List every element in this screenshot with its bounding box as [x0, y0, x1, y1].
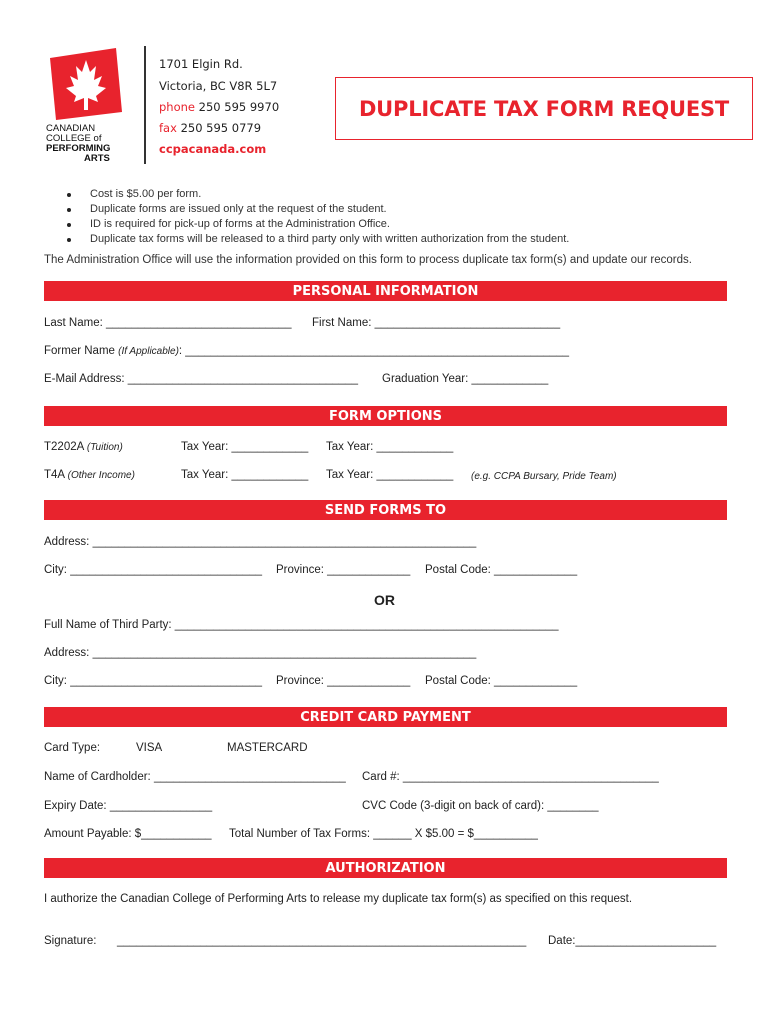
third-party-name-field[interactable]: Full Name of Third Party: ____________________________________________________________ [44, 619, 559, 631]
title-box [335, 77, 753, 140]
phone-label: phone [159, 100, 195, 114]
total-tax-forms-field[interactable]: Total Number of Tax Forms: ______ X $5.00 = $__________ [229, 828, 538, 840]
third-party-postal-code-field[interactable]: Postal Code: _____________ [425, 675, 578, 687]
authorization-statement: I authorize the Canadian College of Performing Arts to release my duplicate tax form(s) as specified on this request. [44, 893, 633, 905]
date-field[interactable]: Date:______________________ [548, 935, 717, 947]
address-phone [159, 100, 279, 114]
address-street: 1701 Elgin Rd. [159, 57, 243, 71]
card-number-field[interactable]: Card #: ________________________________________ [362, 771, 659, 783]
cvc-code-field[interactable]: CVC Code (3-digit on back of card): ________ [362, 800, 599, 812]
logo-text-arts: ARTS [84, 153, 110, 164]
t2202a-tax-year-2[interactable]: Tax Year: ____________ [326, 441, 454, 453]
fax-label: fax [159, 121, 177, 135]
t2202a-tax-year-1[interactable]: Tax Year: ____________ [181, 441, 309, 453]
website-link[interactable]: ccpacanada.com [159, 142, 267, 156]
amount-payable-field[interactable]: Amount Payable: $___________ [44, 828, 212, 840]
fax-number: 250 595 0779 [180, 121, 262, 135]
email-field[interactable]: E-Mail Address: ____________________________________ [44, 373, 358, 385]
former-name-field[interactable]: Former Name (If Applicable): ____________________________________________________________ [44, 345, 570, 357]
bullet-item: Duplicate tax forms will be released to a third party only with written authorization from the student. [64, 232, 569, 247]
signature-field[interactable]: ________________________________________________________________ [117, 935, 527, 947]
t4a-label: T4A (Other Income) [44, 469, 135, 481]
send-postal-code-field[interactable]: Postal Code: _____________ [425, 564, 578, 576]
or-separator: OR [374, 592, 395, 608]
page-title: DUPLICATE TAX FORM REQUEST [358, 96, 730, 121]
third-party-city-field[interactable]: City: ______________________________ [44, 675, 263, 687]
first-name-field[interactable]: First Name: _____________________________ [312, 317, 561, 329]
address-city: Victoria, BC V8R 5L7 [159, 79, 278, 93]
section-authorization: AUTHORIZATION [44, 858, 727, 878]
logo-text-college: COLLEGE of [46, 133, 102, 144]
section-credit-card-payment: CREDIT CARD PAYMENT [44, 707, 727, 727]
signature-label: Signature: [44, 935, 97, 947]
third-party-address-field[interactable]: Address: ____________________________________________________________ [44, 647, 477, 659]
bullet-item: ID is required for pick-up of forms at the Administration Office. [64, 217, 569, 232]
t4a-example-note: (e.g. CCPA Bursary, Pride Team) [471, 471, 617, 482]
t4a-tax-year-2[interactable]: Tax Year: ____________ [326, 469, 454, 481]
last-name-field[interactable]: Last Name: _____________________________ [44, 317, 292, 329]
section-personal-information: PERSONAL INFORMATION [44, 281, 727, 301]
bullet-item: Duplicate forms are issued only at the request of the student. [64, 202, 569, 217]
third-party-province-field[interactable]: Province: _____________ [276, 675, 411, 687]
phone-number: 250 595 9970 [198, 100, 280, 114]
section-send-forms-to: SEND FORMS TO [44, 500, 727, 520]
logo-text-performing: PERFORMING [46, 143, 111, 154]
graduation-year-field[interactable]: Graduation Year: ____________ [382, 373, 549, 385]
send-province-field[interactable]: Province: _____________ [276, 564, 411, 576]
visa-option[interactable]: VISA [136, 742, 163, 754]
mastercard-option[interactable]: MASTERCARD [227, 742, 308, 754]
send-city-field[interactable]: City: ______________________________ [44, 564, 263, 576]
intro-text: The Administration Office will use the information provided on this form to process duplicate tax form(s) and update our records. [44, 254, 692, 266]
cardholder-name-field[interactable]: Name of Cardholder: ______________________________ [44, 771, 346, 783]
send-address-field[interactable]: Address: ____________________________________________________________ [44, 536, 477, 548]
t4a-tax-year-1[interactable]: Tax Year: ____________ [181, 469, 309, 481]
header-divider [144, 46, 146, 164]
info-bullets [64, 187, 569, 247]
section-form-options: FORM OPTIONS [44, 406, 727, 426]
card-type-label: Card Type: [44, 742, 101, 754]
bullet-item: Cost is $5.00 per form. [64, 187, 569, 202]
t2202a-label: T2202A (Tuition) [44, 441, 123, 453]
logo-text-canadian: CANADIAN [46, 123, 96, 134]
expiry-date-field[interactable]: Expiry Date: ________________ [44, 800, 213, 812]
address-fax [159, 121, 261, 135]
